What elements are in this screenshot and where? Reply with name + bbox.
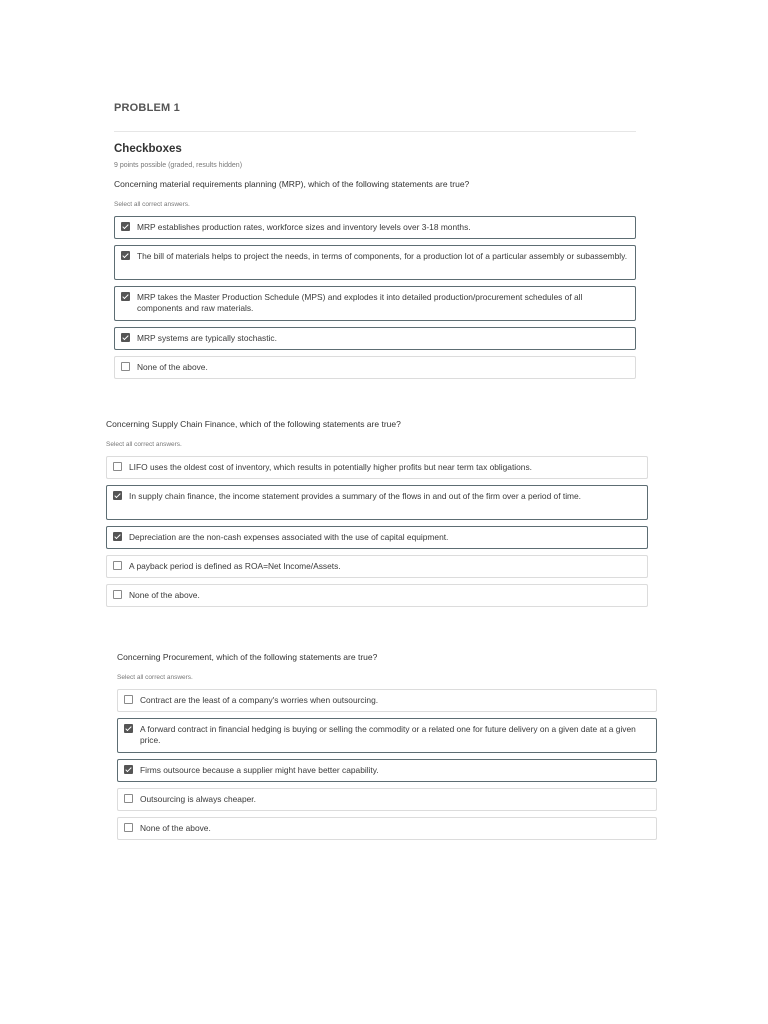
checkbox-icon[interactable] xyxy=(124,823,133,832)
checkbox-checked-icon[interactable] xyxy=(113,532,122,541)
answer-options xyxy=(117,689,657,840)
answer-option[interactable] xyxy=(114,286,636,321)
checkbox-icon[interactable] xyxy=(113,561,122,570)
answer-option[interactable] xyxy=(106,526,648,549)
answer-option[interactable] xyxy=(106,485,648,520)
answer-option[interactable] xyxy=(117,759,657,782)
checkbox-checked-icon[interactable] xyxy=(124,724,133,733)
answer-option[interactable] xyxy=(114,216,636,239)
checkbox-checked-icon[interactable] xyxy=(124,765,133,774)
option-label: MRP establishes production rates, workforce sizes and inventory levels over 3-18 months. xyxy=(137,222,471,232)
checkbox-checked-icon[interactable] xyxy=(121,222,130,231)
option-label: Contract are the least of a company's worries when outsourcing. xyxy=(140,695,379,705)
answer-option[interactable] xyxy=(106,456,648,479)
option-label: A forward contract in financial hedging is buying or selling the commodity or a related one for future delivery on a given date at a given price. xyxy=(140,724,636,745)
answer-option[interactable] xyxy=(117,817,657,840)
question-prompt: Concerning Procurement, which of the following statements are true? xyxy=(117,652,378,662)
question-hint: Select all correct answers. xyxy=(114,201,190,208)
answer-option[interactable] xyxy=(117,718,657,753)
question-prompt: Concerning Supply Chain Finance, which of the following statements are true? xyxy=(106,419,401,429)
option-label: A payback period is defined as ROA=Net Income/Assets. xyxy=(129,561,341,571)
question-block xyxy=(117,651,657,846)
question-hint: Select all correct answers. xyxy=(106,441,182,448)
option-label: MRP takes the Master Production Schedule (MPS) and explodes it into detailed production/procurement schedules of all components and raw materials. xyxy=(137,292,583,313)
answer-options xyxy=(114,216,636,379)
answer-option[interactable] xyxy=(114,245,636,280)
points-info: 9 points possible (graded, results hidden) xyxy=(114,162,243,169)
question-block xyxy=(106,418,648,613)
answer-option[interactable] xyxy=(114,356,636,379)
option-label: In supply chain finance, the income statement provides a summary of the flows in and out of the firm over a period of time. xyxy=(129,491,582,501)
option-label: Outsourcing is always cheaper. xyxy=(140,794,256,804)
problem-block xyxy=(114,100,636,385)
answer-option[interactable] xyxy=(106,584,648,607)
checkbox-icon[interactable] xyxy=(121,362,130,371)
checkbox-checked-icon[interactable] xyxy=(121,333,130,342)
answer-options xyxy=(106,456,648,607)
option-label: LIFO uses the oldest cost of inventory, which results in potentially higher profits but near term tax obligations. xyxy=(129,462,532,472)
problem-heading: PROBLEM 1 xyxy=(114,102,180,114)
answer-option[interactable] xyxy=(114,327,636,350)
divider xyxy=(114,131,636,132)
section-title: Checkboxes xyxy=(114,143,182,155)
checkbox-checked-icon[interactable] xyxy=(113,491,122,500)
answer-option[interactable] xyxy=(106,555,648,578)
option-label: The bill of materials helps to project the needs, in terms of components, for a production lot of a particular assembly or subassembly. xyxy=(137,251,628,261)
checkbox-icon[interactable] xyxy=(113,462,122,471)
option-label: Depreciation are the non-cash expenses associated with the use of capital equipment. xyxy=(129,532,449,542)
checkbox-checked-icon[interactable] xyxy=(121,251,130,260)
question-hint: Select all correct answers. xyxy=(117,674,193,681)
checkbox-icon[interactable] xyxy=(113,590,122,599)
option-label: MRP systems are typically stochastic. xyxy=(137,333,277,343)
checkbox-checked-icon[interactable] xyxy=(121,292,130,301)
checkbox-icon[interactable] xyxy=(124,695,133,704)
option-label: Firms outsource because a supplier might have better capability. xyxy=(140,765,379,775)
checkbox-icon[interactable] xyxy=(124,794,133,803)
option-label: None of the above. xyxy=(137,362,208,372)
answer-option[interactable] xyxy=(117,788,657,811)
option-label: None of the above. xyxy=(129,590,200,600)
answer-option[interactable] xyxy=(117,689,657,712)
question-prompt: Concerning material requirements planning (MRP), which of the following statements are true? xyxy=(114,179,470,189)
option-label: None of the above. xyxy=(140,823,211,833)
